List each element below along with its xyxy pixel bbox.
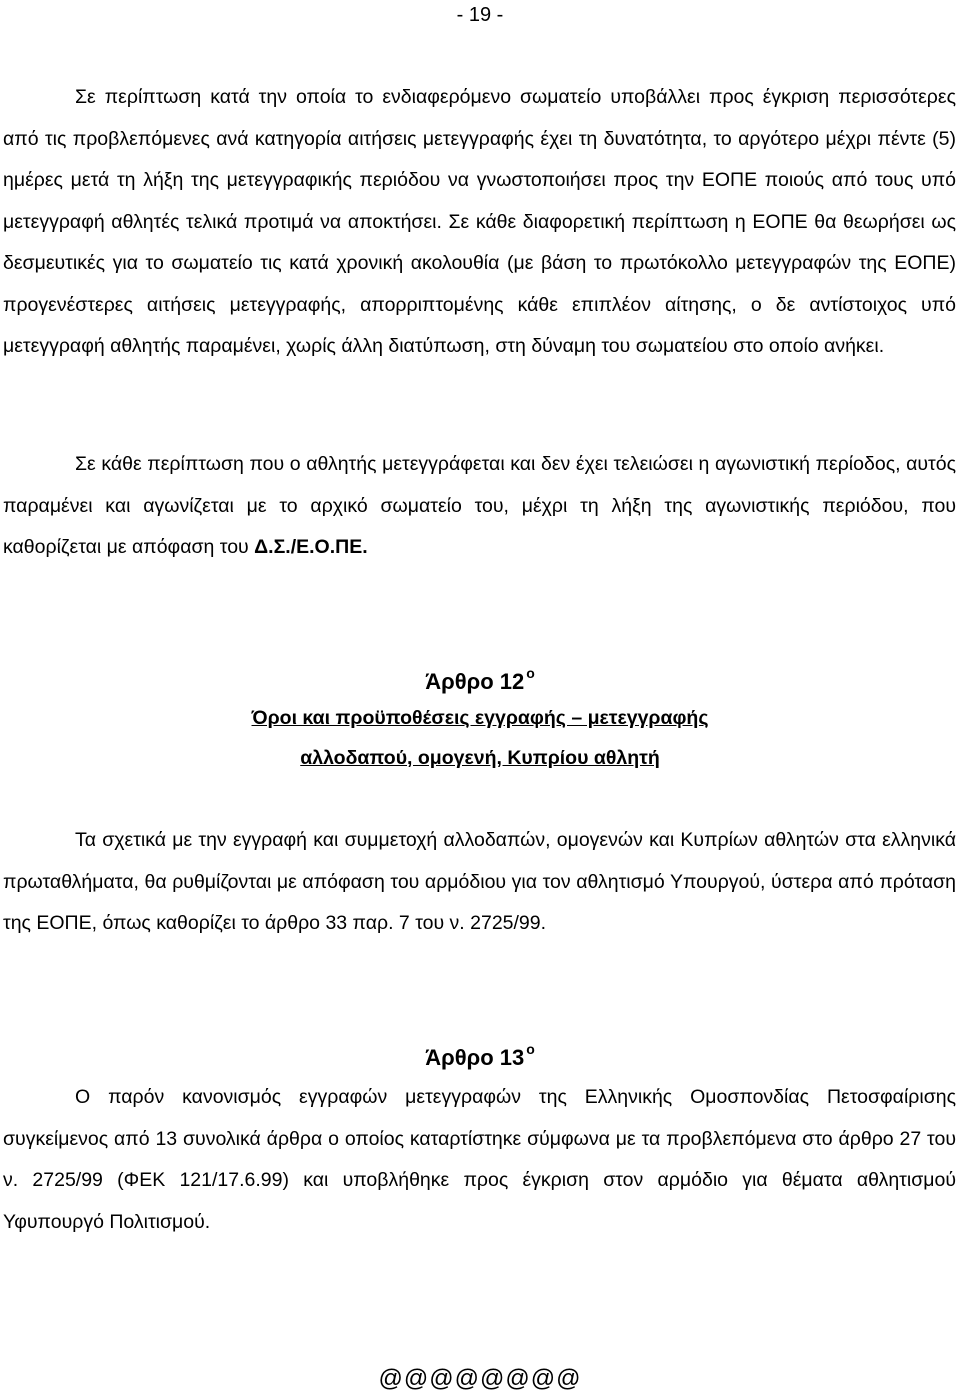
article-13-body-text: Ο παρόν κανονισμός εγγραφών μετεγγραφών της Ελληνικής Ομοσπονδίας Πετοσφαίρισης συγκείμενος από 13 συνολικά άρθρα ο οποίος καταρτίστηκε σύμφωνα με τα προβλεπόμενα στο άρθρο 27 του ν. 2725/99 (ΦΕΚ 121/17.6.99) και υποβλήθηκε προς έγκριση στον αρμόδιο για θέματα αθλητισμού Υφυπουργό Πολιτισμού. — [3, 1086, 956, 1233]
article-12-ordinal: ο — [526, 665, 535, 681]
article-12-heading — [0, 658, 960, 697]
article-12-subtitle-line-1: Όροι και προϋποθέσεις εγγραφής – μετεγγραφής — [251, 707, 709, 729]
paragraph-2-text: Σε κάθε περίπτωση που ο αθλητής μετεγγράφεται και δεν έχει τελειώσει η αγωνιστική περίοδος, αυτός παραμένει και αγωνίζεται με το αρχικό σωματείο του, μέχρι τη λήξη της αγωνιστικής περιόδου, που καθορίζεται με απόφαση του — [3, 453, 956, 558]
article-12-body — [3, 820, 956, 945]
end-of-document-mark: @@@@@@@@ — [378, 1365, 582, 1392]
article-12-subtitle-line-2: αλλοδαπού, ομογενή, Κυπρίου αθλητή — [300, 747, 660, 769]
article-12-body-text: Τα σχετικά με την εγγραφή και συμμετοχή αλλοδαπών, ομογενών και Κυπρίων αθλητών στα ελληνικά πρωταθλήματα, θα ρυθμίζονται με απόφαση του αρμόδιου για τον αθλητισμό Υπουργού, ύστερα από πρόταση της ΕΟΠΕ, όπως καθορίζει το άρθρο 33 παρ. 7 του ν. 2725/99. — [3, 829, 956, 934]
article-12-title: Άρθρο 12 — [425, 669, 525, 694]
paragraph-2-board-abbrev: Δ.Σ./Ε.Ο.ΠΕ. — [254, 536, 368, 558]
paragraph-transfer-requests — [3, 77, 956, 368]
paragraph-1-text: Σε περίπτωση κατά την οποία το ενδιαφερόμενο σωματείο υποβάλλει προς έγκριση περισσότερες από τις προβλεπόμενες ανά κατηγορία αιτήσεις μετεγγραφής έχει τη δυνατότητα, το αργότερο μέχρι πέντε (5) ημέρες μετά τη λήξη της μετεγγραφικής περιόδου να γνωστοποιήσει προς την ΕΟΠΕ ποιούς από τους υπό μετεγγραφή αθλητές τελικά προτιμά να αποκτήσει. Σε κάθε διαφορετική περίπτωση η ΕΟΠΕ θα θεωρήσει ως δεσμευτικές για το σωματείο τις κατά χρονική ακολουθία (με βάση το πρωτόκολλο μετεγγραφών της ΕΟΠΕ) προγενέστερες αιτήσεις μετεγγραφής, απορριπτομένης κάθε επιπλέον αίτησης, ο δε αντίστοιχος υπό μετεγγραφή αθλητής παραμένει, χωρίς άλλη διατύπωση, στη δύναμη του σωματείου στο οποίο ανήκει. — [3, 86, 956, 357]
article-13-heading — [0, 1034, 960, 1073]
article-13-body — [3, 1077, 956, 1243]
page-number: - 19 - — [456, 4, 504, 26]
article-13-title: Άρθρο 13 — [425, 1045, 525, 1070]
article-13-ordinal: ο — [526, 1041, 535, 1057]
paragraph-season-completion — [3, 444, 956, 569]
